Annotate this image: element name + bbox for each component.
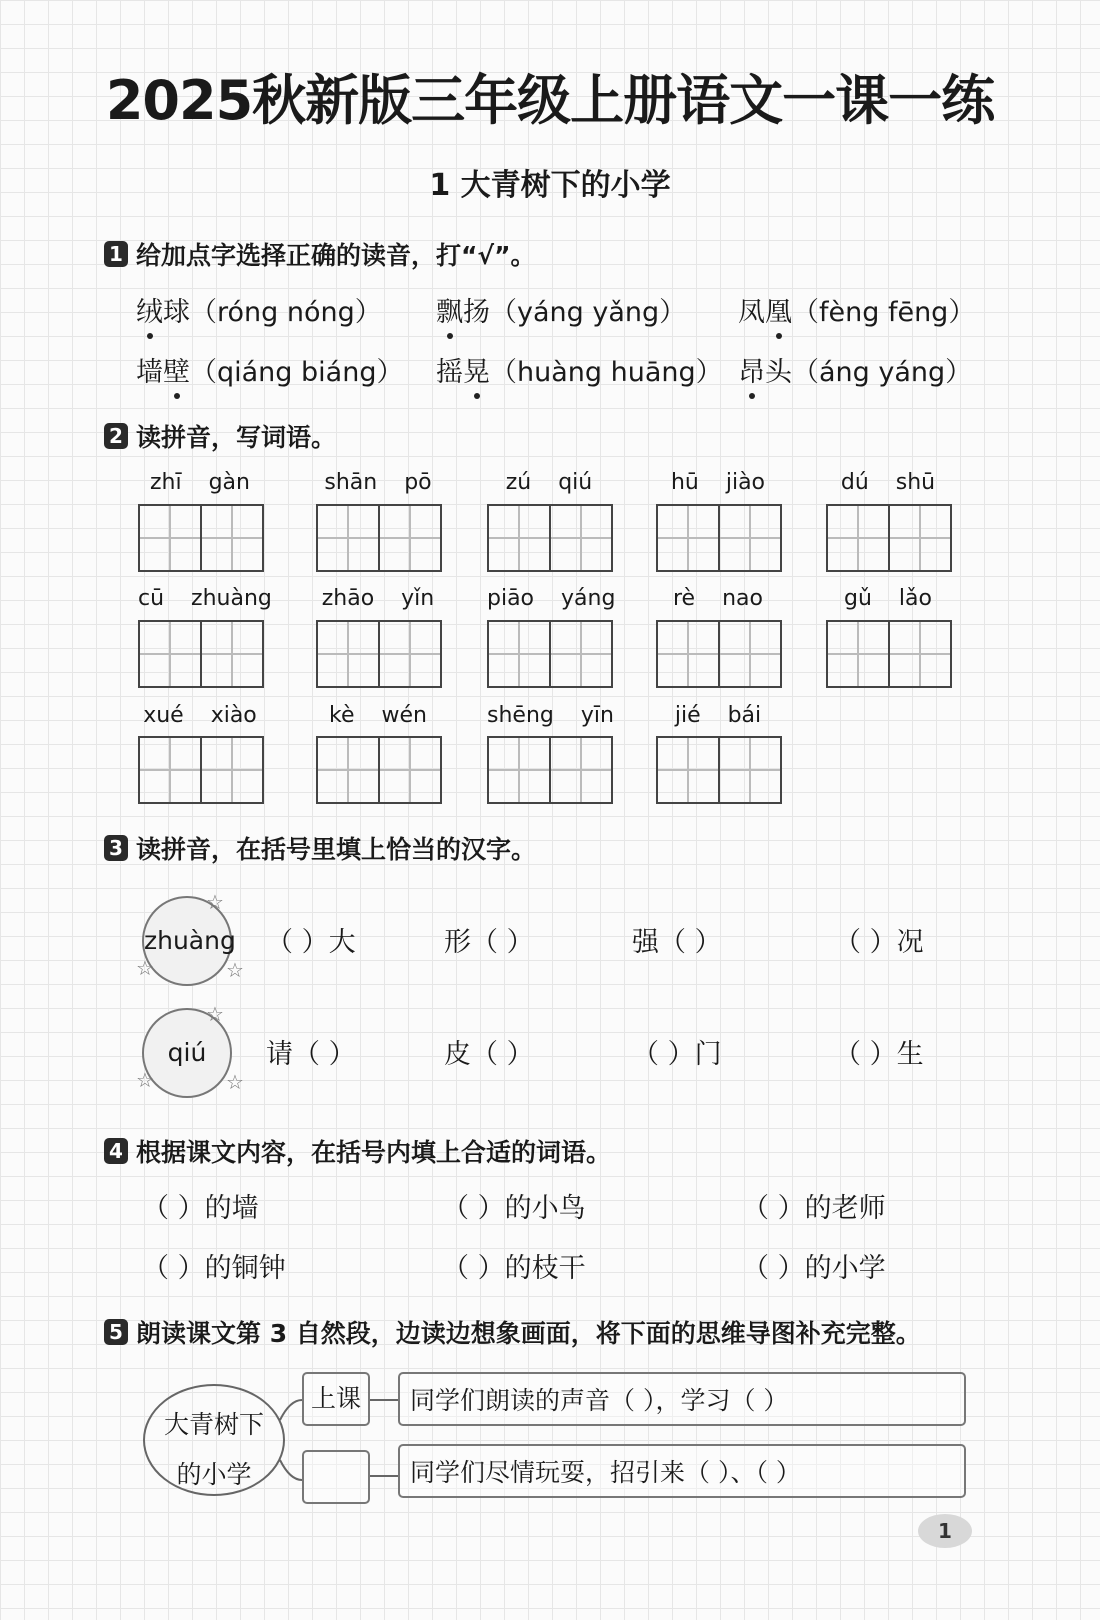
writing-cell[interactable]	[890, 506, 950, 570]
dotted-character: 晃	[463, 350, 490, 389]
writing-cell[interactable]	[202, 738, 262, 802]
pinyin-label: shēng yīn	[487, 703, 614, 728]
question-prompt: 根据课文内容，在括号内填上合适的词语。	[136, 1138, 612, 1167]
writing-cell[interactable]	[140, 622, 202, 686]
pinyin-label: piāo yáng	[487, 586, 616, 611]
question-number: 5	[104, 1319, 128, 1345]
word-part: 摇	[436, 357, 463, 388]
page-title: 2025秋新版三年级上册语文一课一练	[105, 69, 995, 132]
pronunciation-item[interactable]	[436, 350, 723, 389]
mind-map-line-1[interactable]: 同学们朗读的声音（ ），学习（ ）	[398, 1372, 966, 1426]
fill-blank[interactable]: （ ）况	[834, 927, 924, 958]
writing-cell[interactable]	[890, 622, 950, 686]
pinyin-label: hū jiào	[670, 470, 766, 495]
fill-blank[interactable]: （ ）的小鸟	[442, 1193, 586, 1224]
writing-grid[interactable]	[826, 620, 952, 688]
mind-map-line-2[interactable]: 同学们尽情玩耍，招引来（ ）、（ ）	[398, 1444, 966, 1498]
star-icon: ☆	[226, 1070, 244, 1094]
writing-cell[interactable]	[380, 506, 440, 570]
fill-blank[interactable]: 形（ ）	[444, 927, 534, 958]
pinyin-label: xué xiào	[143, 703, 257, 728]
pinyin-label: kè wén	[329, 703, 427, 728]
writing-cell[interactable]	[202, 506, 262, 570]
question-number: 2	[104, 423, 128, 449]
writing-cell[interactable]	[658, 506, 720, 570]
dotted-character: 壁	[163, 350, 190, 389]
fill-blank[interactable]: （ ）生	[834, 1039, 924, 1070]
writing-grid[interactable]	[656, 736, 782, 804]
question-3	[104, 830, 536, 866]
writing-grid[interactable]	[656, 620, 782, 688]
writing-cell[interactable]	[720, 506, 780, 570]
fill-blank[interactable]: （ ）门	[632, 1039, 722, 1070]
pinyin-label: rè nao	[673, 586, 763, 611]
pronunciation-item[interactable]	[738, 350, 972, 389]
writing-grid[interactable]	[487, 620, 613, 688]
pinyin-options: （áng yáng）	[792, 357, 973, 388]
word-part: 球	[163, 297, 190, 328]
fill-blank[interactable]: （ ）的老师	[742, 1193, 886, 1224]
writing-cell[interactable]	[551, 506, 611, 570]
writing-cell[interactable]	[318, 506, 380, 570]
pronunciation-item[interactable]	[136, 350, 403, 389]
word-part: 凤	[738, 297, 765, 328]
writing-cell[interactable]	[828, 622, 890, 686]
writing-cell[interactable]	[380, 738, 440, 802]
writing-cell[interactable]	[551, 738, 611, 802]
writing-cell[interactable]	[318, 738, 380, 802]
pinyin-options: （qiáng biáng）	[190, 357, 404, 388]
pinyin-label: zhāo yǐn	[321, 586, 435, 611]
writing-grid[interactable]	[138, 736, 264, 804]
pinyin-options: （huàng huāng）	[490, 357, 723, 388]
dotted-character: 昂	[738, 350, 765, 389]
pinyin-label: cū zhuàng	[138, 586, 272, 611]
writing-grid[interactable]	[316, 504, 442, 572]
pronunciation-item[interactable]	[436, 290, 686, 329]
writing-cell[interactable]	[828, 506, 890, 570]
star-icon: ☆	[136, 956, 154, 980]
mind-map-center	[164, 1400, 264, 1500]
fill-blank[interactable]: （ ）的铜钟	[142, 1253, 286, 1284]
question-prompt: 朗读课文第 3 自然段，边读边想象画面，将下面的思维导图补充完整。	[136, 1319, 921, 1348]
pronunciation-item[interactable]	[738, 290, 975, 329]
pinyin-bubble: qiú	[142, 1008, 232, 1098]
question-number: 4	[104, 1138, 128, 1164]
question-prompt: 读拼音，在括号里填上恰当的汉字。	[136, 835, 537, 864]
writing-grid[interactable]	[316, 736, 442, 804]
word-part: 墙	[136, 357, 163, 388]
branch-blank[interactable]	[302, 1450, 370, 1504]
writing-cell[interactable]	[720, 622, 780, 686]
writing-cell[interactable]	[380, 622, 440, 686]
star-icon: ☆	[206, 1002, 224, 1026]
writing-grid[interactable]	[138, 620, 264, 688]
dotted-character: 凰	[765, 290, 792, 329]
pronunciation-item[interactable]	[136, 290, 382, 329]
fill-blank[interactable]: 请（ ）	[266, 1039, 356, 1070]
star-icon: ☆	[206, 890, 224, 914]
branch-class: 上课	[302, 1372, 370, 1426]
writing-cell[interactable]	[658, 738, 720, 802]
writing-grid[interactable]	[656, 504, 782, 572]
star-icon: ☆	[226, 958, 244, 982]
center-line-1: 大青树下	[164, 1410, 265, 1439]
fill-blank[interactable]: 皮（ ）	[444, 1039, 534, 1070]
pinyin-label: zú qiú	[505, 470, 593, 495]
writing-cell[interactable]	[489, 622, 551, 686]
dotted-character: 飘	[436, 290, 463, 329]
writing-grid[interactable]	[487, 736, 613, 804]
pinyin-options: （róng nóng）	[190, 297, 382, 328]
writing-grid[interactable]	[487, 504, 613, 572]
writing-cell[interactable]	[658, 622, 720, 686]
word-part: 头	[765, 357, 792, 388]
question-prompt: 读拼音，写词语。	[136, 423, 337, 452]
question-5	[104, 1314, 921, 1350]
writing-cell[interactable]	[551, 622, 611, 686]
fill-blank[interactable]: （ ）的墙	[142, 1193, 259, 1224]
pinyin-bubble: zhuàng	[142, 896, 232, 986]
fill-blank[interactable]: （ ）的枝干	[442, 1253, 586, 1284]
fill-blank[interactable]: （ ）大	[266, 927, 356, 958]
writing-grid[interactable]	[826, 504, 952, 572]
pinyin-options: （fèng fēng）	[792, 297, 976, 328]
pinyin-label: gǔ lǎo	[844, 586, 932, 611]
question-2	[104, 418, 336, 454]
pinyin-label: jié bái	[674, 703, 762, 728]
question-1	[104, 236, 536, 272]
dotted-character: 绒	[136, 290, 163, 329]
page-number: 1	[918, 1514, 972, 1548]
center-line-2: 的小学	[176, 1460, 252, 1489]
writing-grid[interactable]	[316, 620, 442, 688]
word-part: 扬	[463, 297, 490, 328]
writing-cell[interactable]	[140, 738, 202, 802]
pinyin-label: zhī gàn	[150, 470, 250, 495]
pinyin-label: shān pō	[324, 470, 432, 495]
star-icon: ☆	[136, 1068, 154, 1092]
question-number: 3	[104, 835, 128, 861]
pinyin-label: dú shū	[840, 470, 936, 495]
question-number: 1	[104, 241, 128, 267]
writing-cell[interactable]	[720, 738, 780, 802]
writing-cell[interactable]	[140, 506, 202, 570]
writing-cell[interactable]	[202, 622, 262, 686]
writing-cell[interactable]	[318, 622, 380, 686]
writing-cell[interactable]	[489, 506, 551, 570]
lesson-title: 1 大青树下的小学	[429, 168, 671, 203]
pinyin-options: （yáng yǎng）	[490, 297, 687, 328]
writing-grid[interactable]	[138, 504, 264, 572]
writing-cell[interactable]	[489, 738, 551, 802]
question-4	[104, 1133, 611, 1169]
question-prompt: 给加点字选择正确的读音，打“√”。	[136, 241, 536, 270]
fill-blank[interactable]: 强（ ）	[632, 927, 722, 958]
fill-blank[interactable]: （ ）的小学	[742, 1253, 886, 1284]
